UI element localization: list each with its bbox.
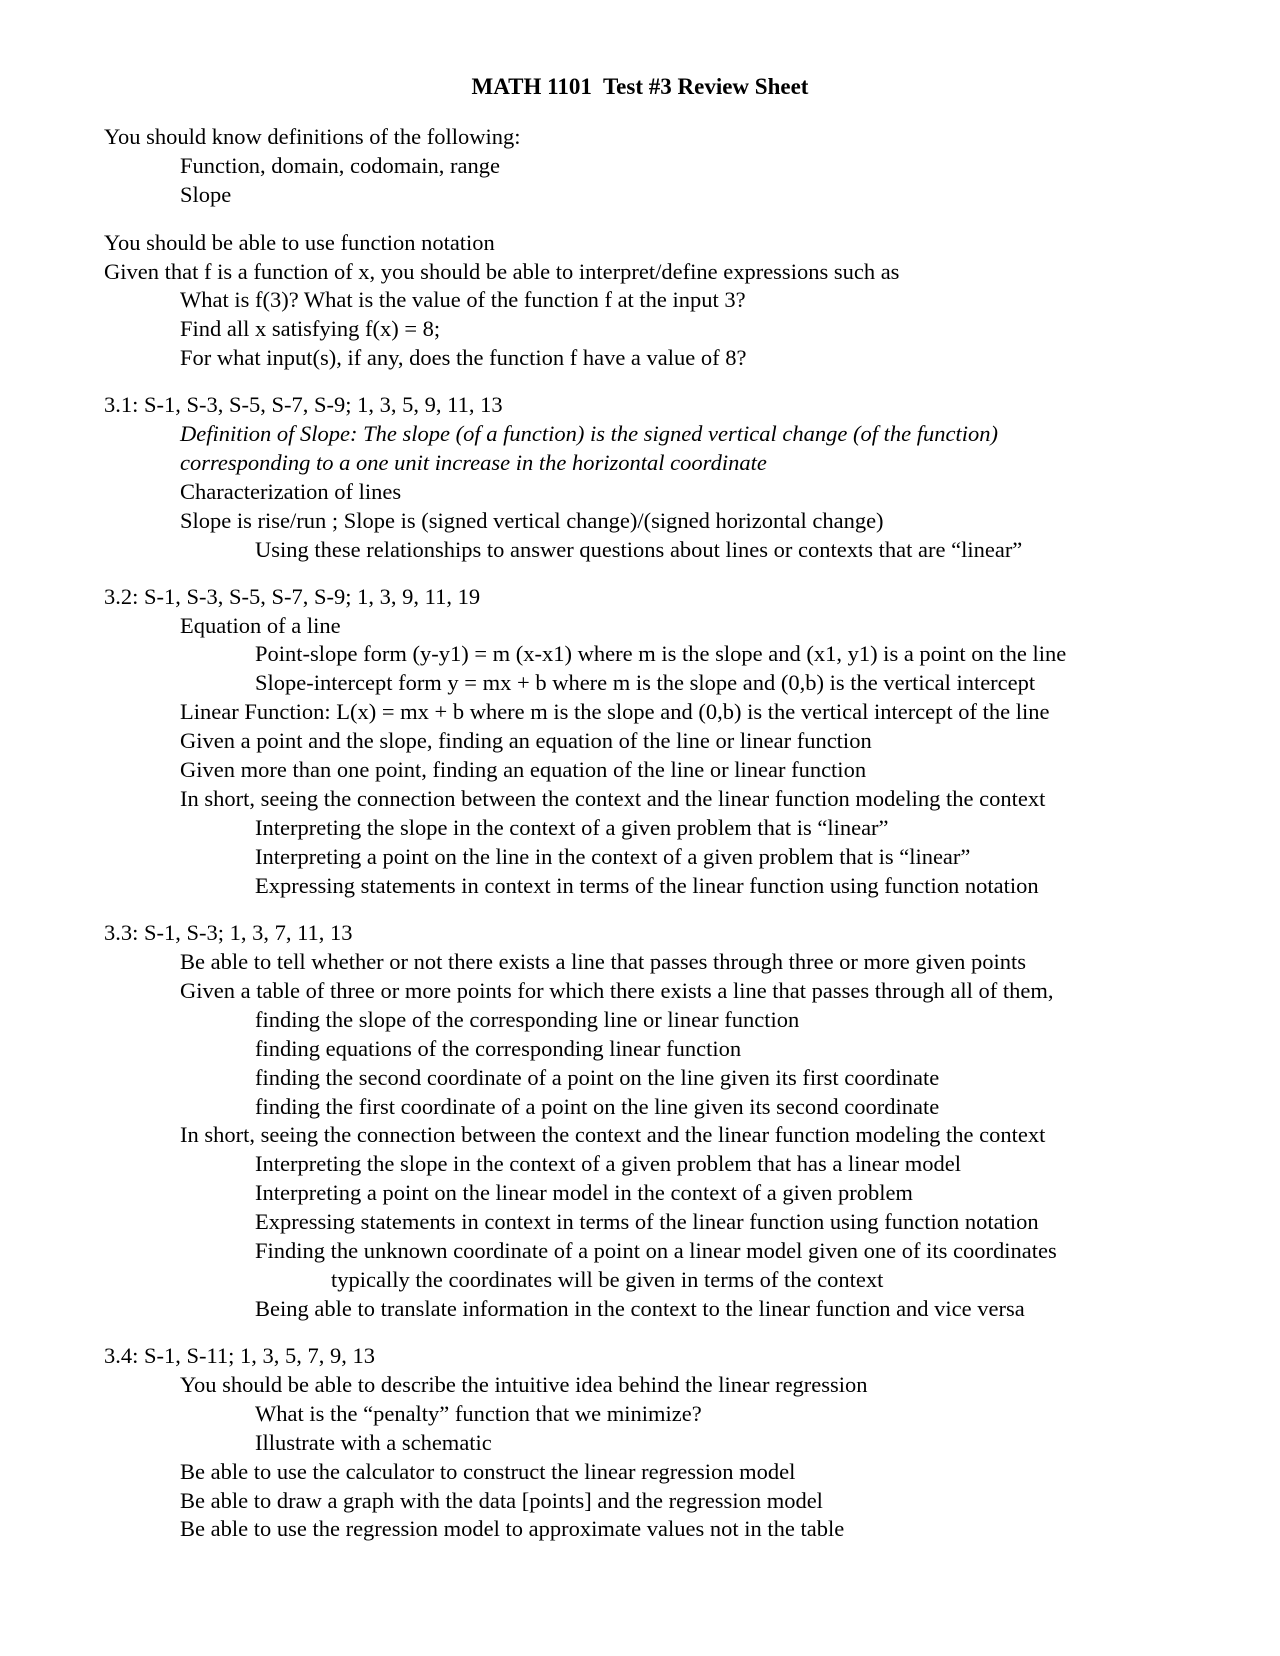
text-line: What is the “penalty” function that we minimize? (255, 1401, 702, 1426)
text-line: In short, seeing the connection between the context and the linear function modeling the context (180, 1122, 1046, 1147)
slope-definition: Definition of Slope: The slope (of a function) is the signed vertical change (of the function) (180, 421, 998, 446)
slope-definition: corresponding to a one unit increase in the horizontal coordinate (180, 450, 767, 475)
text-line: Be able to tell whether or not there exists a line that passes through three or more given points (180, 949, 1027, 974)
text-line: In short, seeing the connection between the context and the linear function modeling the context (180, 786, 1046, 811)
text-line: Interpreting the slope in the context of a given problem that has a linear model (255, 1151, 962, 1176)
text-line: Expressing statements in context in terms of the linear function using function notation (255, 873, 1039, 898)
text-line: Be able to draw a graph with the data [points] and the regression model (180, 1488, 823, 1513)
text-line: For what input(s), if any, does the function f have a value of 8? (180, 345, 747, 370)
text-line: Finding the unknown coordinate of a point on a linear model given one of its coordinates (255, 1238, 1057, 1263)
text-line: Given that f is a function of x, you should be able to interpret/define expressions such as (104, 259, 900, 284)
document-title: MATH 1101 Test #3 Review Sheet (471, 74, 809, 99)
text-line: Given more than one point, finding an equation of the line or linear function (180, 757, 867, 782)
text-line: finding the second coordinate of a point on the line given its first coordinate (255, 1065, 940, 1090)
section-heading: 3.3: S-1, S-3; 1, 3, 7, 11, 13 (104, 920, 353, 945)
section-heading: 3.1: S-1, S-3, S-5, S-7, S-9; 1, 3, 5, 9, 11, 13 (104, 392, 503, 417)
text-line: What is f(3)? What is the value of the function f at the input 3? (180, 287, 746, 312)
text-line: finding the slope of the corresponding line or linear function (255, 1007, 800, 1032)
text-line: Find all x satisfying f(x) = 8; (180, 316, 441, 341)
text-line: Slope (180, 182, 232, 207)
section-heading: 3.4: S-1, S-11; 1, 3, 5, 7, 9, 13 (104, 1343, 376, 1368)
text-line: Interpreting a point on the line in the context of a given problem that is “linear” (255, 844, 971, 869)
text-line: Slope is rise/run ; Slope is (signed vertical change)/(signed horizontal change) (180, 508, 884, 533)
text-line: Function, domain, codomain, range (180, 153, 500, 178)
text-line: You should be able to use function notation (104, 230, 495, 255)
text-line: Being able to translate information in the context to the linear function and vice versa (255, 1296, 1025, 1321)
text-line: finding equations of the corresponding linear function (255, 1036, 742, 1061)
text-line: Be able to use the regression model to approximate values not in the table (180, 1516, 845, 1541)
text-line: Expressing statements in context in terms of the linear function using function notation (255, 1209, 1039, 1234)
section-heading: 3.2: S-1, S-3, S-5, S-7, S-9; 1, 3, 9, 11, 19 (104, 584, 481, 609)
text-line: Linear Function: L(x) = mx + b where m is the slope and (0,b) is the vertical intercept of the line (180, 699, 1050, 724)
text-line: Given a point and the slope, finding an equation of the line or linear function (180, 728, 872, 753)
text-line: Point-slope form (y-y1) = m (x-x1) where m is the slope and (x1, y1) is a point on the line (255, 641, 1067, 666)
text-line: You should know definitions of the following: (104, 124, 521, 149)
text-line: Be able to use the calculator to construct the linear regression model (180, 1459, 796, 1484)
text-line: You should be able to describe the intuitive idea behind the linear regression (180, 1372, 868, 1397)
text-line: Interpreting the slope in the context of a given problem that is “linear” (255, 815, 889, 840)
text-line: Illustrate with a schematic (255, 1430, 492, 1455)
text-line: typically the coordinates will be given in terms of the context (331, 1267, 884, 1292)
text-line: Equation of a line (180, 613, 341, 638)
text-line: Slope-intercept form y = mx + b where m is the slope and (0,b) is the vertical intercept (255, 670, 1036, 695)
text-line: Characterization of lines (180, 479, 402, 504)
text-line: Interpreting a point on the linear model in the context of a given problem (255, 1180, 913, 1205)
text-line: Given a table of three or more points for which there exists a line that passes through all of them, (180, 978, 1054, 1003)
text-line: finding the first coordinate of a point on the line given its second coordinate (255, 1094, 940, 1119)
text-line: Using these relationships to answer questions about lines or contexts that are “linear” (255, 537, 1023, 562)
